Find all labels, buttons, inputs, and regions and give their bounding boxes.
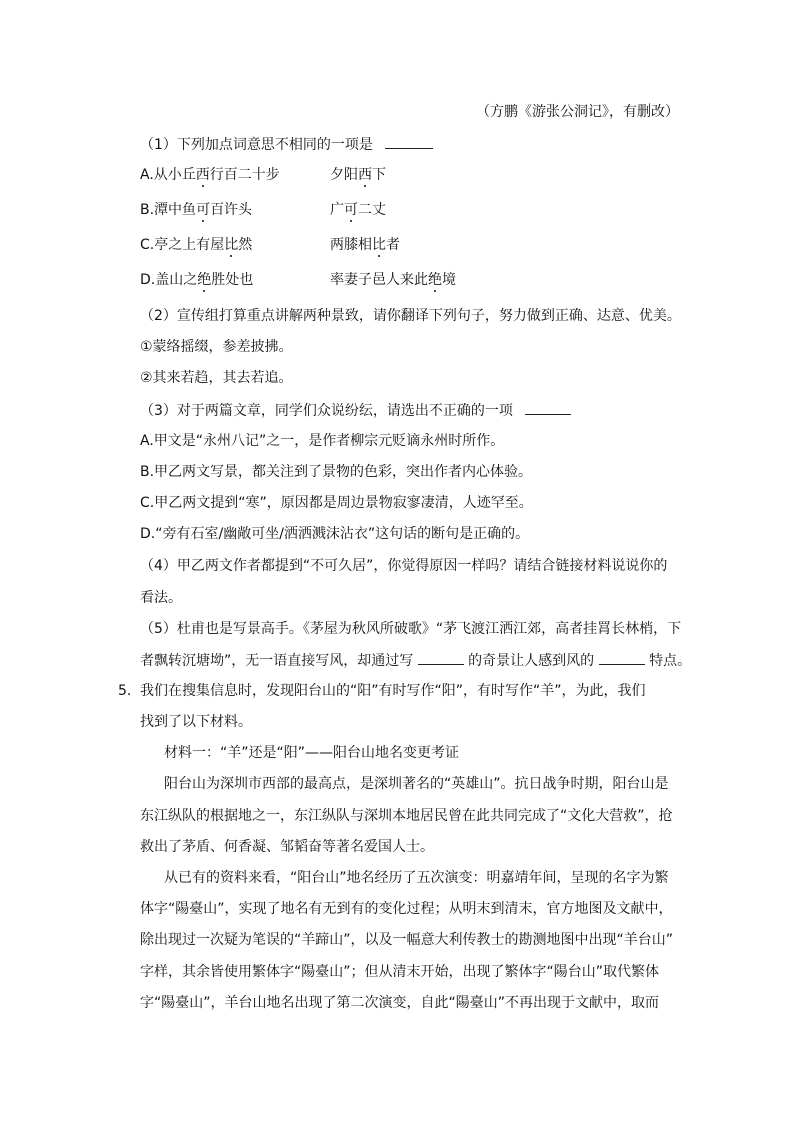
q5-blank-1[interactable] (418, 650, 464, 665)
q1-option-c (140, 235, 252, 255)
q2-prompt: （2）宣传组打算重点讲解两种景致，请你翻译下列句子，努力做到正确、达意、优美。 (140, 308, 681, 324)
material-p2-line-3: 除出现过一次疑为笔误的“羊蹄山”，以及一幅意大利传教士的勘测地图中出现“羊台山” (140, 932, 674, 948)
q2-sentence-2: ②其来若趋，其去若追。 (140, 370, 293, 386)
material-p1-line-2: 东江纵队的根据地之一，东江纵队与深圳本地居民曾在此共同完成了“文化大营救”，抢 (140, 808, 673, 824)
q1-option-c-compare (330, 235, 400, 255)
opt-b-compare-dotted-word: 可 (344, 202, 358, 218)
opt-d-compare-dotted-word: 绝 (428, 272, 442, 288)
material-p2-line-5: 字“陽臺山”，羊台山地名出现了第二次演变，自此“陽臺山”不再出现于文献中，取而 (140, 995, 660, 1011)
q5-blank-2[interactable] (599, 650, 645, 665)
q1-option-d (140, 270, 253, 290)
opt-d-compare-pre: 率妻子邑人来此 (330, 272, 428, 288)
q1-option-a-compare (330, 165, 386, 185)
opt-b-text-pre: B.潭中鱼 (140, 202, 197, 218)
material-p2-line-1: 从已有的资料来看，“阳台山”地名经历了五次演变：明嘉靖年间，呈现的名字为繁 (164, 870, 669, 886)
opt-b-compare-pre: 广 (330, 202, 344, 218)
opt-a-text-pre: A.从小丘 (140, 167, 196, 183)
q5-line-1: （5）杜甫也是写景高手。《茅屋为秋风所破歌》“茅飞渡江洒江郊，高者挂罥长林梢，下 (140, 621, 682, 637)
opt-a-compare-dotted-word: 西 (358, 167, 372, 183)
opt-a-compare-pre: 夕阳 (330, 167, 358, 183)
q1-option-a (140, 165, 280, 185)
opt-d-text-pre: D.盖山之 (140, 272, 198, 288)
q5-line-2-a: 者飘转沉塘坳”，无一语直接写风，却通过写 (140, 653, 414, 669)
opt-a-text-post: 行百二十步 (209, 167, 280, 183)
q5-line-2 (140, 650, 691, 671)
source-note: （方鹏《游张公洞记》，有删改） (476, 104, 679, 120)
opt-b-text-post: 百许头 (210, 202, 253, 218)
q4-line-1: （4）甲乙两文作者都提到“不可久居”，你觉得原因一样吗？请结合链接材料说说你的 (140, 558, 668, 574)
opt-a-dotted-word: 西 (195, 167, 210, 183)
material-p1-line-3: 救出了茅盾、何香凝、邹韬奋等著名爱国人士。 (140, 839, 434, 855)
q2-sentence-1: ①蒙络摇缀，参差披拂。 (140, 339, 293, 355)
opt-d-text-post: 胜处也 (211, 272, 254, 288)
q1-prompt (140, 134, 433, 155)
opt-a-compare-post: 下 (372, 167, 386, 183)
q1-option-d-compare (330, 270, 456, 290)
q1-option-b (140, 200, 252, 220)
material-title: 材料一：“羊”还是“阳”——阳台山地名变更考证 (164, 745, 460, 761)
opt-c-compare-post: 者 (386, 237, 400, 253)
opt-d-compare-post: 境 (442, 272, 456, 288)
material-p2-line-4: 字样，其余皆使用繁体字“陽臺山”；但从清末开始，出现了繁体字“陽台山”取代繁体 (140, 964, 660, 980)
q3-option-c: C.甲乙两文提到“寒”，原因都是周边景物寂寥凄清，人迹罕至。 (140, 495, 533, 511)
opt-c-compare-dotted-word: 比 (372, 237, 386, 253)
material-p1-line-1: 阳台山为深圳市西部的最高点，是深圳著名的“英雄山”。抗日战争时期，阳台山是 (164, 776, 669, 792)
q5-line-2-c: 特点。 (649, 653, 692, 669)
q3-prompt (140, 400, 571, 421)
q3-answer-blank[interactable] (525, 400, 571, 415)
q1-option-b-compare (330, 200, 386, 220)
opt-c-text-pre: C.亭之上有屋 (140, 237, 225, 253)
q1-answer-blank[interactable] (385, 134, 433, 149)
opt-c-dotted-word: 比 (224, 237, 239, 253)
q3-option-d: D.“旁有石室/幽敞可坐/洒洒溅沫沾衣”这句话的断句是正确的。 (140, 526, 530, 542)
material-p2-line-2: 体字“陽臺山”，实现了地名有无到有的变化过程；从明末到清末，官方地图及文献中， (140, 901, 673, 917)
opt-c-text-post: 然 (238, 237, 253, 253)
q4-line-2: 看法。 (140, 590, 182, 606)
opt-d-dotted-word: 绝 (197, 272, 212, 288)
q3-prompt-text: （3）对于两篇文章，同学们众说纷纭，请选出不正确的一项 (140, 403, 513, 419)
q5-line-2-b: 的奇景让人感到风的 (468, 653, 595, 669)
item5-line-2: 找到了以下材料。 (140, 714, 252, 730)
item5-line-1: 我们在搜集信息时，发现阳台山的“阳”有时写作“阳”，有时写作“羊”，为此，我们 (140, 683, 646, 699)
opt-c-compare-pre: 两膝相 (330, 237, 372, 253)
q1-prompt-text: （1）下列加点词意思不相同的一项是 (140, 137, 373, 153)
q3-option-a: A.甲文是“永州八记”之一，是作者柳宗元贬谪永州时所作。 (140, 433, 505, 449)
q3-option-b: B.甲乙两文写景，都关注到了景物的色彩，突出作者内心体验。 (140, 464, 533, 480)
opt-b-compare-post: 二丈 (358, 202, 386, 218)
opt-b-dotted-word: 可 (196, 202, 211, 218)
item5-number: 5. (118, 683, 132, 699)
